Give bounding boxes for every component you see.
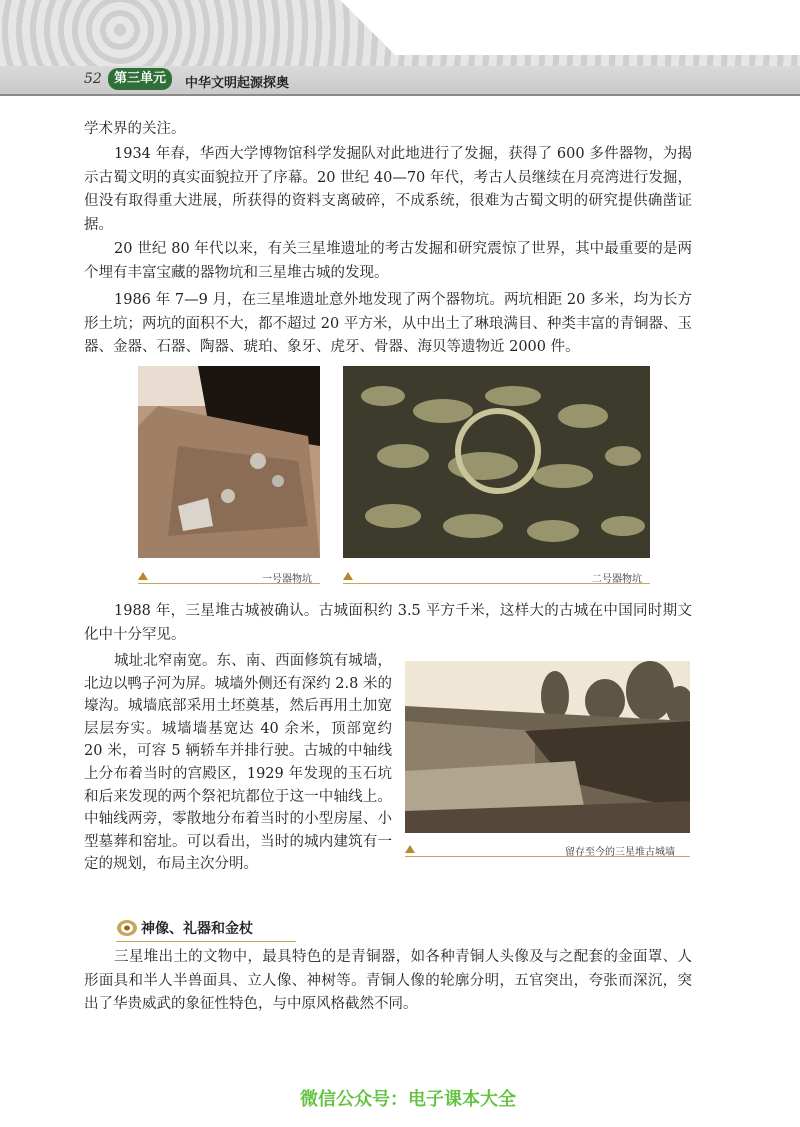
unit-badge: 第三单元 [108,68,172,90]
page-number: 52 [84,71,102,87]
pit-1-caption: 一号器物坑 [262,574,312,585]
paragraph-5: 1988 年，三星堆古城被确认。古城面积约 3.5 平方千米，这样大的古城在中国同时期文化中十分罕见。 [84,603,692,643]
city-wall-caption: 留存至今的三星堆古城墙 [565,847,675,858]
section-underline [116,941,296,942]
caption-marker-3 [405,845,415,853]
caption-marker-1 [138,572,148,580]
pit-2-photo [343,366,650,558]
city-wall-photo [405,661,690,833]
pit-1-photo [138,366,320,558]
caption-marker-2 [343,572,353,580]
paragraph-4: 1986 年 7—9 月，在三星堆遗址意外地发现了两个器物坑。两坑相距 20 多米，均为长方形土坑；两坑的面积不大，都不超过 20 平方米，从中出土了琳琅满目、种类丰富的青铜器、玉器、金器、石器、陶器、琥珀、象牙、虎牙、骨器、海贝等遗物近 2000 件。 [84,292,692,355]
unit-title: 中华文明起源探奥 [185,76,290,91]
pit-2-caption: 二号器物坑 [592,574,642,585]
page-header [0,0,800,96]
paragraph-2: 1934 年春，华西大学博物馆科学发掘队对此地进行了发掘，获得了 600 多件器物，为揭示古蜀文明的真实面貌拉开了序幕。20 世纪 40—70 年代，考古人员继续在月亮湾进行发掘，但没有取得重大进展，所获得的资料支离破碎，不成系统，很难为古蜀文明的研究提供确凿证据。 [84,146,692,233]
watermark-text: 微信公众号：电子课本大全 [300,1089,516,1110]
paragraph-7: 三星堆出土的文物中，最具特色的是青铜器，如各种青铜人头像及与之配套的金面罩、人形面具和半人半兽面具、立人像、神树等。青铜人像的轮廓分明，五官突出，夸张而深沉，突出了华贵威武的象征性特色，与中原风格截然不同。 [84,949,692,1012]
paragraph-6: 城址北窄南宽。东、南、西面修筑有城墙，北边以鸭子河为屏。城墙外侧还有深约 2.8 米的壕沟。城墙底部采用土坯奠基，然后再用土加宽层层夯实。城墙墙基宽达 40 余米，顶部宽约 20 米，可容 5 辆轿车并排行驶。古城的中轴线上分布着当时的宫殿区，1929 年发现的玉石坑和后来发现的两个祭祀坑都位于这一中轴线上。中轴线两旁，零散地分布着当时的小型房屋、小型墓葬和窑址。可以看出，当时的城内建筑有一定的规划，布局主次分明。 [84,653,392,873]
section-title: 神像、礼器和金杖 [141,921,253,937]
paragraph-1: 学术界的关注。 [84,121,186,137]
section-icon [116,919,138,937]
paragraph-3: 20 世纪 80 年代以来，有关三星堆遗址的考古发掘和研究震惊了世界，其中最重要的是两个埋有丰富宝藏的器物坑和三星堆古城的发现。 [84,241,692,281]
